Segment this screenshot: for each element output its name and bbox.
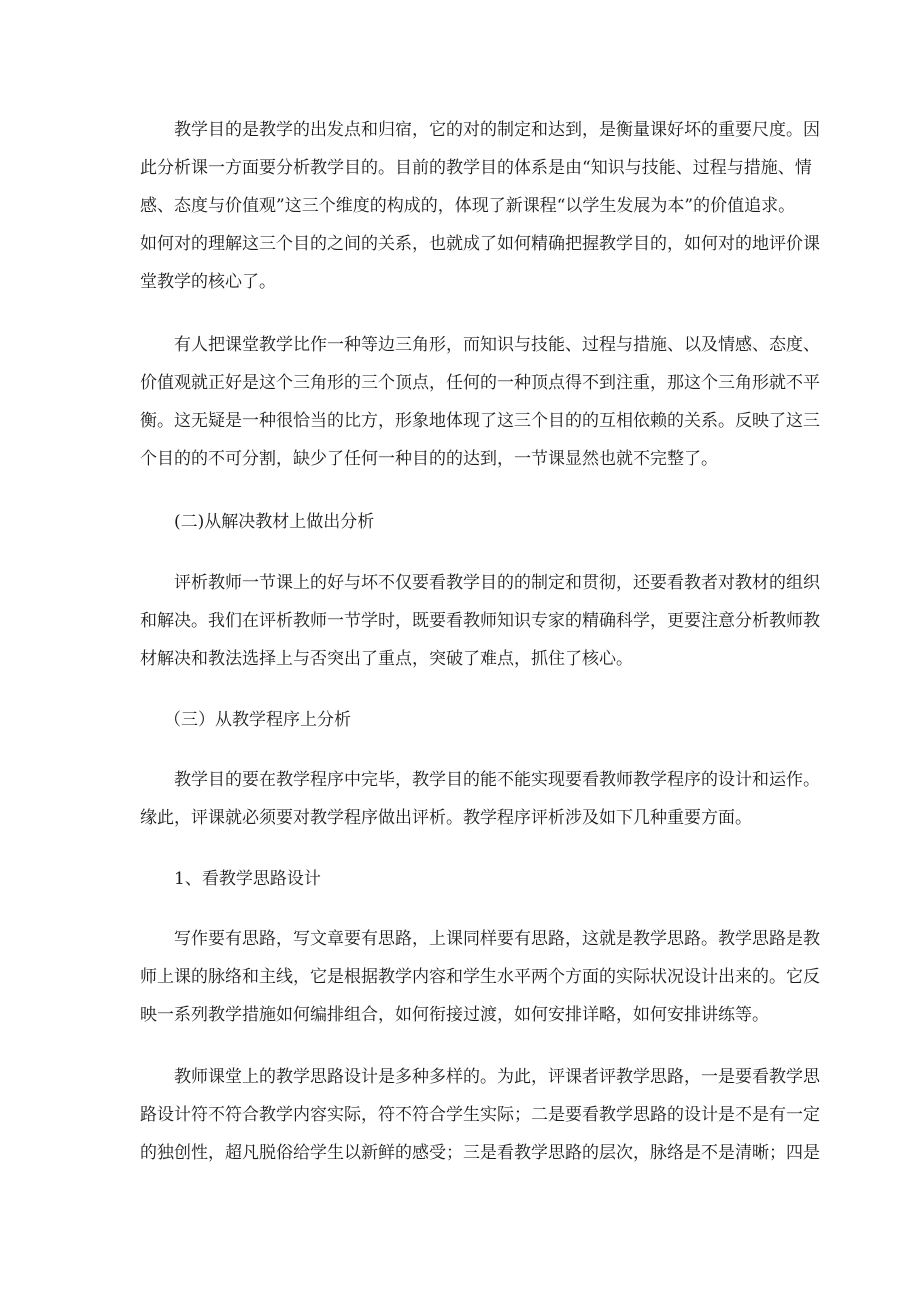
text-line: 评析教师一节课上的好与坏不仅要看教学目的的制定和贯彻，还要看教者对教材的组织 <box>174 573 820 593</box>
text-line: 师上课的脉络和主线，它是根据教学内容和学生水平两个方面的实际状况设计出来的。它反 <box>140 967 820 987</box>
text-line: 和解决。我们在评析教师一节学时，既要看教师知识专家的精确科学，更要注意分析教师教 <box>140 611 820 631</box>
text-line: 教学目的是教学的出发点和归宿，它的对的制定和达到，是衡量课好坏的重要尺度。因 <box>174 120 820 140</box>
text-line: 个目的的不可分割，缺少了任何一种目的的达到，一节课显然也就不完整了。 <box>140 449 718 469</box>
text-line: 衡。这无疑是一种很恰当的比方，形象地体现了这三个目的的互相依赖的关系。反映了这三 <box>140 411 820 431</box>
text-line: 写作要有思路，写文章要有思路，上课同样要有思路，这就是教学思路。教学思路是教 <box>174 929 820 949</box>
text-line: 此分析课一方面要分析教学目的。目前的教学目的体系是由“知识与技能、过程与措施、情 <box>140 158 812 178</box>
section-heading: (二)从解决教材上做出分析 <box>174 512 375 532</box>
text-line: 如何对的理解这三个目的之间的关系，也就成了如何精确把握教学目的，如何对的地评价课 <box>140 234 820 254</box>
text-line: 的独创性，超凡脱俗给学生以新鲜的感受；三是看教学思路的层次，脉络是不是清晰；四是 <box>140 1143 820 1163</box>
text-line: 堂教学的核心了。 <box>140 272 276 292</box>
text-line: 映一系列教学措施如何编排组合，如何衔接过渡，如何安排详略，如何安排讲练等。 <box>140 1005 769 1025</box>
subsection-heading: 1、看教学思路设计 <box>174 869 321 889</box>
text-line: 教学目的要在教学程序中完毕，教学目的能不能实现要看教师教学程序的设计和运作。 <box>174 770 820 790</box>
section-heading: （三）从教学程序上分析 <box>164 710 351 730</box>
text-line: 感、态度与价值观”这三个维度的构成的，体现了新课程“以学生发展为本”的价值追求。 <box>140 196 796 216</box>
text-line: 教师课堂上的教学思路设计是多种多样的。为此，评课者评教学思路，一是要看教学思 <box>174 1067 820 1087</box>
text-line: 价值观就正好是这个三角形的三个顶点，任何的一种顶点得不到注重，那这个三角形就不平 <box>140 373 820 393</box>
text-line: 缘此，评课就必须要对教学程序做出评析。教学程序评析涉及如下几种重要方面。 <box>140 808 752 828</box>
text-line: 路设计符不符合教学内容实际，符不符合学生实际；二是要看教学思路的设计是不是有一定 <box>140 1105 820 1125</box>
text-line: 材解决和教法选择上与否突出了重点，突破了难点，抓住了核心。 <box>140 649 633 669</box>
text-line: 有人把课堂教学比作一种等边三角形，而知识与技能、过程与措施、以及情感、态度、 <box>174 335 820 355</box>
